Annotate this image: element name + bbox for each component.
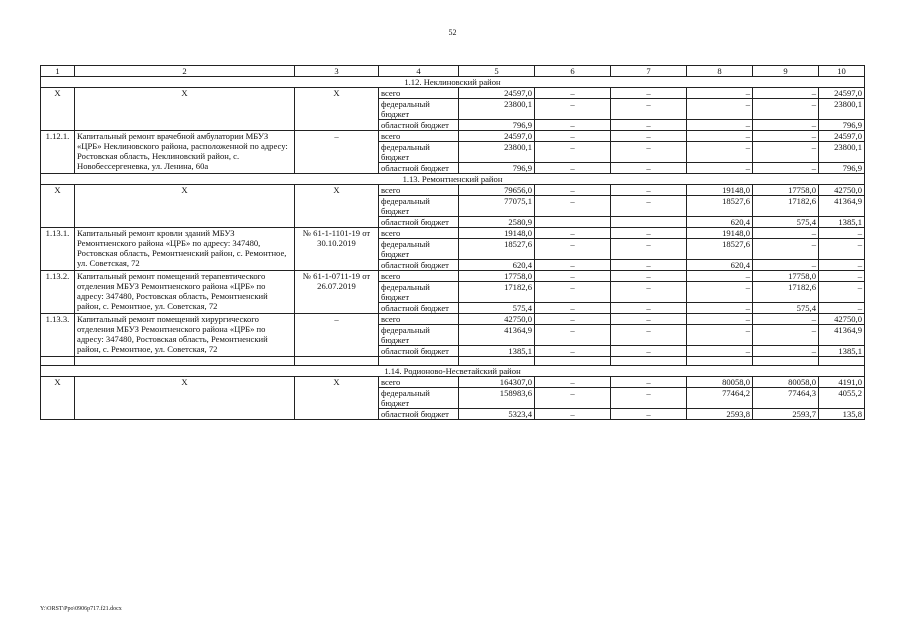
- item-name: Капитальный ремонт кровли зданий МБУЗ Ремонтненского района «ЦРБ» по адресу: 347480, Ростовская область, Ремонтненский район, с. Ремонтное, ул. Советская, 72: [75, 228, 295, 271]
- blank-cell: [753, 357, 819, 366]
- amount-cell: –: [535, 131, 611, 142]
- amount-cell: –: [611, 142, 687, 163]
- amount-cell: –: [535, 260, 611, 271]
- amount-cell: 620,4: [687, 217, 753, 228]
- amount-cell: 1385,1: [819, 217, 865, 228]
- amount-cell: 135,8: [819, 409, 865, 420]
- item-document: № 61-1-0711-19 от 26.07.2019: [295, 271, 379, 314]
- amount-cell: –: [753, 228, 819, 239]
- amount-cell: –: [535, 282, 611, 303]
- funding-source: федеральный бюджет: [379, 325, 459, 346]
- blank-row: [41, 357, 865, 366]
- column-number: 9: [753, 66, 819, 77]
- amount-cell: –: [753, 346, 819, 357]
- item-name: Капитальный ремонт помещений хирургического отделения МБУЗ Ремонтненского района «ЦРБ» по адресу: 347480, Ростовская область, Ремонтненский район, с. Ремонтное, ул. Советская, 72: [75, 314, 295, 357]
- amount-cell: –: [687, 282, 753, 303]
- amount-cell: 2593,7: [753, 409, 819, 420]
- amount-cell: –: [819, 228, 865, 239]
- amount-cell: [611, 217, 687, 228]
- amount-cell: 796,9: [459, 163, 535, 174]
- column-number: 7: [611, 66, 687, 77]
- item-number: 1.13.3.: [41, 314, 75, 357]
- amount-cell: 620,4: [459, 260, 535, 271]
- amount-cell: –: [687, 303, 753, 314]
- amount-cell: –: [819, 271, 865, 282]
- item-document: –: [295, 314, 379, 357]
- amount-cell: 24597,0: [819, 131, 865, 142]
- amount-cell: 2593,8: [687, 409, 753, 420]
- amount-cell: 42750,0: [459, 314, 535, 325]
- funding-source: областной бюджет: [379, 217, 459, 228]
- amount-cell: –: [611, 88, 687, 99]
- amount-cell: –: [819, 260, 865, 271]
- amount-cell: –: [753, 131, 819, 142]
- amount-cell: –: [535, 142, 611, 163]
- amount-cell: –: [611, 228, 687, 239]
- amount-cell: –: [687, 314, 753, 325]
- amount-cell: –: [611, 282, 687, 303]
- item-name: X: [75, 377, 295, 420]
- amount-cell: 41364,9: [819, 196, 865, 217]
- blank-cell: [379, 357, 459, 366]
- amount-cell: –: [611, 271, 687, 282]
- section-row: [41, 77, 865, 88]
- blank-cell: [535, 357, 611, 366]
- item-number: 1.12.1.: [41, 131, 75, 174]
- amount-cell: –: [611, 303, 687, 314]
- column-number-row: [41, 66, 865, 77]
- amount-cell: 24597,0: [459, 88, 535, 99]
- amount-cell: –: [687, 325, 753, 346]
- funding-source: областной бюджет: [379, 409, 459, 420]
- column-number: 10: [819, 66, 865, 77]
- amount-cell: –: [753, 314, 819, 325]
- amount-cell: –: [819, 239, 865, 260]
- amount-cell: 23800,1: [459, 142, 535, 163]
- amount-cell: 23800,1: [819, 99, 865, 120]
- item-name: X: [75, 88, 295, 131]
- column-number: 8: [687, 66, 753, 77]
- amount-cell: 19148,0: [459, 228, 535, 239]
- amount-cell: 2580,9: [459, 217, 535, 228]
- funding-source: всего: [379, 314, 459, 325]
- table-row: [41, 185, 865, 196]
- amount-cell: 17182,6: [753, 282, 819, 303]
- item-number: X: [41, 88, 75, 131]
- amount-cell: 1385,1: [459, 346, 535, 357]
- amount-cell: –: [535, 314, 611, 325]
- funding-source: областной бюджет: [379, 346, 459, 357]
- section-title: 1.13. Ремонтненский район: [41, 174, 865, 185]
- amount-cell: 17182,6: [459, 282, 535, 303]
- funding-source: всего: [379, 131, 459, 142]
- amount-cell: 23800,1: [819, 142, 865, 163]
- amount-cell: 80058,0: [753, 377, 819, 388]
- amount-cell: 575,4: [753, 217, 819, 228]
- amount-cell: –: [611, 196, 687, 217]
- amount-cell: –: [535, 325, 611, 346]
- amount-cell: 24597,0: [459, 131, 535, 142]
- funding-source: областной бюджет: [379, 260, 459, 271]
- amount-cell: 164307,0: [459, 377, 535, 388]
- blank-cell: [295, 357, 379, 366]
- amount-cell: 42750,0: [819, 314, 865, 325]
- funding-source: федеральный бюджет: [379, 239, 459, 260]
- amount-cell: –: [611, 120, 687, 131]
- amount-cell: 1385,1: [819, 346, 865, 357]
- blank-cell: [75, 357, 295, 366]
- table-row: [41, 88, 865, 99]
- amount-cell: 17758,0: [459, 271, 535, 282]
- column-number: 4: [379, 66, 459, 77]
- amount-cell: 620,4: [687, 260, 753, 271]
- amount-cell: 17758,0: [753, 185, 819, 196]
- item-name: Капитальный ремонт врачебной амбулатории МБУЗ «ЦРБ» Неклиновского района, расположенной по адресу: Ростовская область, Неклиновский район, с. Новобессергеневка, ул. Ленина, 60а: [75, 131, 295, 174]
- item-document: X: [295, 88, 379, 131]
- item-number: 1.13.2.: [41, 271, 75, 314]
- amount-cell: –: [535, 88, 611, 99]
- table-row: [41, 131, 865, 142]
- amount-cell: –: [535, 196, 611, 217]
- amount-cell: 575,4: [753, 303, 819, 314]
- column-number: 5: [459, 66, 535, 77]
- amount-cell: –: [753, 120, 819, 131]
- funding-source: всего: [379, 185, 459, 196]
- funding-source: федеральный бюджет: [379, 196, 459, 217]
- amount-cell: 42750,0: [819, 185, 865, 196]
- amount-cell: –: [611, 409, 687, 420]
- amount-cell: –: [611, 185, 687, 196]
- amount-cell: 17182,6: [753, 196, 819, 217]
- amount-cell: 23800,1: [459, 99, 535, 120]
- blank-cell: [687, 357, 753, 366]
- amount-cell: –: [687, 271, 753, 282]
- table-row: [41, 377, 865, 388]
- amount-cell: 796,9: [819, 163, 865, 174]
- column-number: 1: [41, 66, 75, 77]
- amount-cell: 4191,0: [819, 377, 865, 388]
- amount-cell: –: [687, 346, 753, 357]
- amount-cell: [535, 217, 611, 228]
- section-title: 1.14. Родионово-Несветайский район: [41, 366, 865, 377]
- amount-cell: –: [535, 388, 611, 409]
- amount-cell: –: [611, 325, 687, 346]
- amount-cell: –: [687, 88, 753, 99]
- funding-source: областной бюджет: [379, 163, 459, 174]
- amount-cell: 19148,0: [687, 185, 753, 196]
- amount-cell: –: [753, 325, 819, 346]
- amount-cell: 158983,6: [459, 388, 535, 409]
- amount-cell: 18527,6: [687, 196, 753, 217]
- funding-source: федеральный бюджет: [379, 99, 459, 120]
- amount-cell: –: [753, 239, 819, 260]
- amount-cell: 41364,9: [459, 325, 535, 346]
- column-number: 2: [75, 66, 295, 77]
- amount-cell: 19148,0: [687, 228, 753, 239]
- amount-cell: 18527,6: [459, 239, 535, 260]
- amount-cell: –: [611, 346, 687, 357]
- amount-cell: 17758,0: [753, 271, 819, 282]
- funding-source: всего: [379, 228, 459, 239]
- amount-cell: 796,9: [459, 120, 535, 131]
- amount-cell: –: [687, 131, 753, 142]
- table-row: [41, 314, 865, 325]
- funding-source: областной бюджет: [379, 120, 459, 131]
- table-row: [41, 228, 865, 239]
- item-number: X: [41, 185, 75, 228]
- amount-cell: 77464,2: [687, 388, 753, 409]
- amount-cell: –: [611, 163, 687, 174]
- amount-cell: –: [535, 303, 611, 314]
- amount-cell: –: [753, 88, 819, 99]
- amount-cell: –: [753, 163, 819, 174]
- table-row: [41, 271, 865, 282]
- section-row: [41, 174, 865, 185]
- amount-cell: 796,9: [819, 120, 865, 131]
- amount-cell: –: [687, 120, 753, 131]
- funding-source: областной бюджет: [379, 303, 459, 314]
- amount-cell: 77464,3: [753, 388, 819, 409]
- amount-cell: –: [753, 99, 819, 120]
- amount-cell: –: [611, 377, 687, 388]
- item-name: Капитальный ремонт помещений терапевтического отделения МБУЗ Ремонтненского района «ЦРБ» по адресу: 347480, Ростовская область, Ремонтненский район, с. Ремонтное, ул. Советская, 72: [75, 271, 295, 314]
- amount-cell: –: [535, 239, 611, 260]
- item-number: 1.13.1.: [41, 228, 75, 271]
- column-number: 6: [535, 66, 611, 77]
- amount-cell: –: [535, 377, 611, 388]
- blank-cell: [611, 357, 687, 366]
- amount-cell: –: [535, 120, 611, 131]
- amount-cell: –: [611, 131, 687, 142]
- funding-source: всего: [379, 377, 459, 388]
- amount-cell: –: [535, 409, 611, 420]
- blank-cell: [459, 357, 535, 366]
- amount-cell: 5323,4: [459, 409, 535, 420]
- item-number: X: [41, 377, 75, 420]
- footer-file-path: Y:\ORST\Ppo\0906p717.f21.docx: [40, 606, 122, 612]
- amount-cell: –: [535, 346, 611, 357]
- amount-cell: 41364,9: [819, 325, 865, 346]
- amount-cell: –: [611, 388, 687, 409]
- amount-cell: –: [687, 99, 753, 120]
- column-number: 3: [295, 66, 379, 77]
- amount-cell: –: [535, 228, 611, 239]
- amount-cell: –: [535, 185, 611, 196]
- amount-cell: –: [611, 239, 687, 260]
- funding-source: всего: [379, 88, 459, 99]
- amount-cell: –: [753, 142, 819, 163]
- amount-cell: –: [535, 99, 611, 120]
- funding-source: федеральный бюджет: [379, 282, 459, 303]
- blank-cell: [819, 357, 865, 366]
- item-name: X: [75, 185, 295, 228]
- amount-cell: –: [753, 260, 819, 271]
- amount-cell: 575,4: [459, 303, 535, 314]
- funding-source: федеральный бюджет: [379, 142, 459, 163]
- amount-cell: –: [611, 99, 687, 120]
- financing-table: [40, 65, 865, 420]
- section-title: 1.12. Неклиновский район: [41, 77, 865, 88]
- page-number: 52: [448, 28, 457, 37]
- amount-cell: –: [687, 163, 753, 174]
- amount-cell: –: [819, 303, 865, 314]
- amount-cell: 79656,0: [459, 185, 535, 196]
- amount-cell: –: [687, 142, 753, 163]
- amount-cell: 4055,2: [819, 388, 865, 409]
- amount-cell: 18527,6: [687, 239, 753, 260]
- item-document: № 61-1-1101-19 от 30.10.2019: [295, 228, 379, 271]
- amount-cell: –: [535, 163, 611, 174]
- amount-cell: –: [611, 314, 687, 325]
- amount-cell: –: [819, 282, 865, 303]
- blank-cell: [41, 357, 75, 366]
- item-document: X: [295, 185, 379, 228]
- item-document: –: [295, 131, 379, 174]
- amount-cell: 80058,0: [687, 377, 753, 388]
- amount-cell: 24597,0: [819, 88, 865, 99]
- section-row: [41, 366, 865, 377]
- item-document: X: [295, 377, 379, 420]
- amount-cell: –: [611, 260, 687, 271]
- funding-source: федеральный бюджет: [379, 388, 459, 409]
- amount-cell: –: [535, 271, 611, 282]
- funding-source: всего: [379, 271, 459, 282]
- amount-cell: 77075,1: [459, 196, 535, 217]
